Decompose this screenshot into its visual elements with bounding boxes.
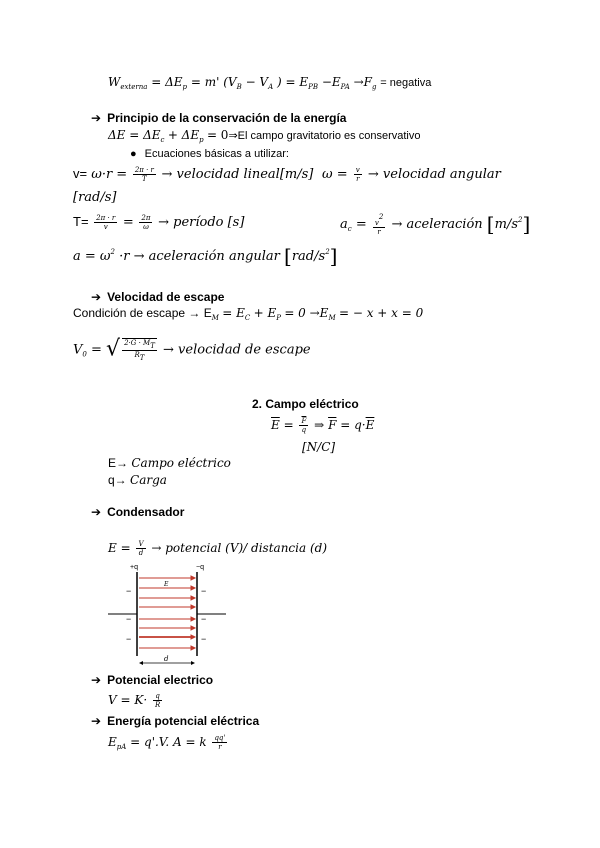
field-label: E: [164, 581, 169, 588]
escape-condition: Condición de escape → $E_M = E_C + E_P = 0 \to E_M$ = − x + x = 0: [73, 306, 424, 322]
section-heading-capacitor: ➔ Condensador: [91, 505, 185, 519]
positive-charge-label: +q: [130, 564, 138, 571]
minus-sign-3: −: [126, 634, 132, 644]
square-root: √ $\frac{2\cdot G \cdot MT}{RT}$: [106, 336, 155, 362]
section-heading-potential-energy: ➔ Energía potencial eléctrica: [91, 714, 260, 728]
bullet-dot-icon: ●: [130, 148, 137, 160]
section-heading-conservation: ➔ Principio de la conservación de la energía: [91, 111, 347, 125]
arrow-bullet-icon: ➔: [91, 714, 102, 728]
angular-unit: [rad/s]: [73, 190, 117, 205]
period-equation: T= $\frac{2\pi \cdot r}{v}$ = $\frac{2\pi}{\omega}$ → período [s]: [73, 214, 245, 232]
definition-q: q→ Carga: [108, 473, 167, 487]
minus-sign-4: −: [201, 586, 207, 596]
escape-velocity-equation: $V_0$ = √ $\frac{2\cdot G \cdot MT}{RT}$ → velocidad de escape: [73, 336, 311, 362]
capacitor-diagram: [108, 560, 238, 668]
definition-E: E→ Campo eléctrico: [108, 456, 231, 470]
minus-sign-2: −: [126, 614, 132, 624]
energy-conservation-line: $\Delta E = \Delta E_c + \Delta E_p$ = 0⇒El campo gravitatorio es conservativo: [108, 128, 421, 144]
section-heading-escape: ➔ Velocidad de escape: [91, 290, 225, 304]
section-heading-potential: ➔ Potencial electrico: [91, 673, 214, 687]
angular-acceleration-equation: $a = \omega^2 \cdot r$ → aceleración angular $[rad/s^2]$: [73, 244, 338, 268]
minus-sign-6: −: [201, 634, 207, 644]
bullet-item: ● Ecuaciones básicas a utilizar:: [130, 148, 289, 160]
centripetal-acceleration-equation: $a_c$ = $\frac{v^2}{r}$ → aceleración $[m/s^2]$: [340, 212, 531, 236]
distance-label: d: [164, 655, 169, 663]
electric-field-equation: $\overline{E}$ = $\frac{\overline{F}}{q}$ ⇒ $\overline{F} = q\cdot\overline{E}$: [271, 417, 375, 434]
minus-sign-5: −: [201, 614, 207, 624]
potential-energy-equation: $E_{pA} = q'.V$. A = k $\frac{qq'}{r}$: [108, 734, 226, 751]
arrow-bullet-icon: ➔: [91, 673, 102, 687]
negative-charge-label: −q: [196, 564, 204, 571]
minus-sign-1: −: [126, 586, 132, 596]
capacitor-equation: E = $\frac{V}{d}$ → potencial (V)/ distancia (d): [108, 540, 327, 557]
section-heading-electric-field: 2. Campo eléctrico: [252, 397, 359, 411]
arrow-bullet-icon: ➔: [91, 111, 102, 125]
arrow-bullet-icon: ➔: [91, 505, 102, 519]
potential-equation: V = K· $\frac{q}{R}$: [108, 692, 161, 709]
electric-field-unit: [N/C]: [302, 440, 336, 454]
work-equation: $W_{externa} = \Delta E_p = m'$ ($V_B - V_A$ ) = $E_{PB} -E_{PA} \to F_g$ = negativa: [108, 75, 432, 91]
angular-velocity-equation: ω = $\frac{v}{r}$ → velocidad angular: [322, 166, 501, 183]
arrow-bullet-icon: ➔: [91, 290, 102, 304]
linear-velocity-equation: v= ω·r = $\frac{2\pi \cdot r}{T}$ → velocidad lineal[m/s]: [73, 166, 314, 184]
